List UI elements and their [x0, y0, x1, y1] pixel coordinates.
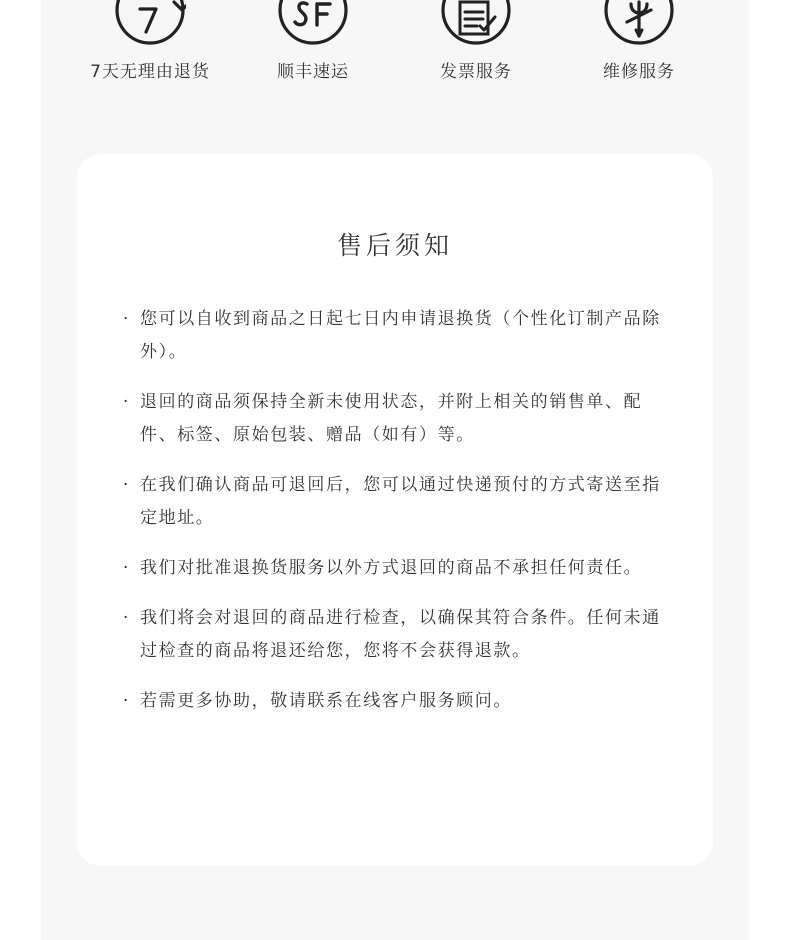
bullet: ·: [123, 691, 131, 711]
notice-title: 售后须知: [336, 231, 453, 260]
service-icons-row: [0, 0, 790, 100]
service-sf-express-label: 顺丰速运: [277, 62, 349, 82]
notice-text: 我们对批准退换货服务以外方式退回的商品不承担任何责任。: [140, 558, 643, 578]
notice-text: 您可以自收到商品之日起七日内申请退换货（个性化订制产品除外）。: [140, 309, 661, 362]
service-repair-label: 维修服务: [603, 62, 675, 82]
service-sf-express[interactable]: [233, 0, 393, 100]
service-invoice-label: 发票服务: [440, 62, 512, 82]
list-item: [118, 469, 678, 535]
bullet: ·: [123, 475, 131, 495]
service-return-label: 7天无理由退货: [90, 62, 210, 82]
invoice-icon: [440, 0, 512, 46]
notice-list: [118, 303, 678, 735]
list-item: [118, 386, 678, 452]
service-invoice[interactable]: [396, 0, 556, 100]
notice-text: 我们将会对退回的商品进行检查，以确保其符合条件。任何未通过检查的商品将退还给您，您将不会获得退款。: [140, 608, 661, 661]
repair-icon: [603, 0, 675, 46]
notice-text: 若需更多协助，敬请联系在线客户服务顾问。: [140, 691, 512, 711]
bullet: ·: [123, 608, 131, 628]
bullet: ·: [123, 558, 131, 578]
list-item: [118, 602, 678, 668]
bullet: ·: [123, 392, 131, 412]
notice-text: 在我们确认商品可退回后，您可以通过快递预付的方式寄送至指定地址。: [140, 475, 661, 528]
list-item: [118, 685, 678, 718]
service-repair[interactable]: [559, 0, 719, 100]
sf-express-icon: [277, 0, 349, 46]
list-item: [118, 303, 678, 369]
return-7days-icon: [114, 0, 186, 46]
bullet: ·: [123, 309, 131, 329]
notice-text: 退回的商品须保持全新未使用状态，并附上相关的销售单、配件、标签、原始包装、赠品（如有）等。: [140, 392, 643, 445]
list-item: [118, 552, 678, 585]
service-return[interactable]: [70, 0, 230, 100]
